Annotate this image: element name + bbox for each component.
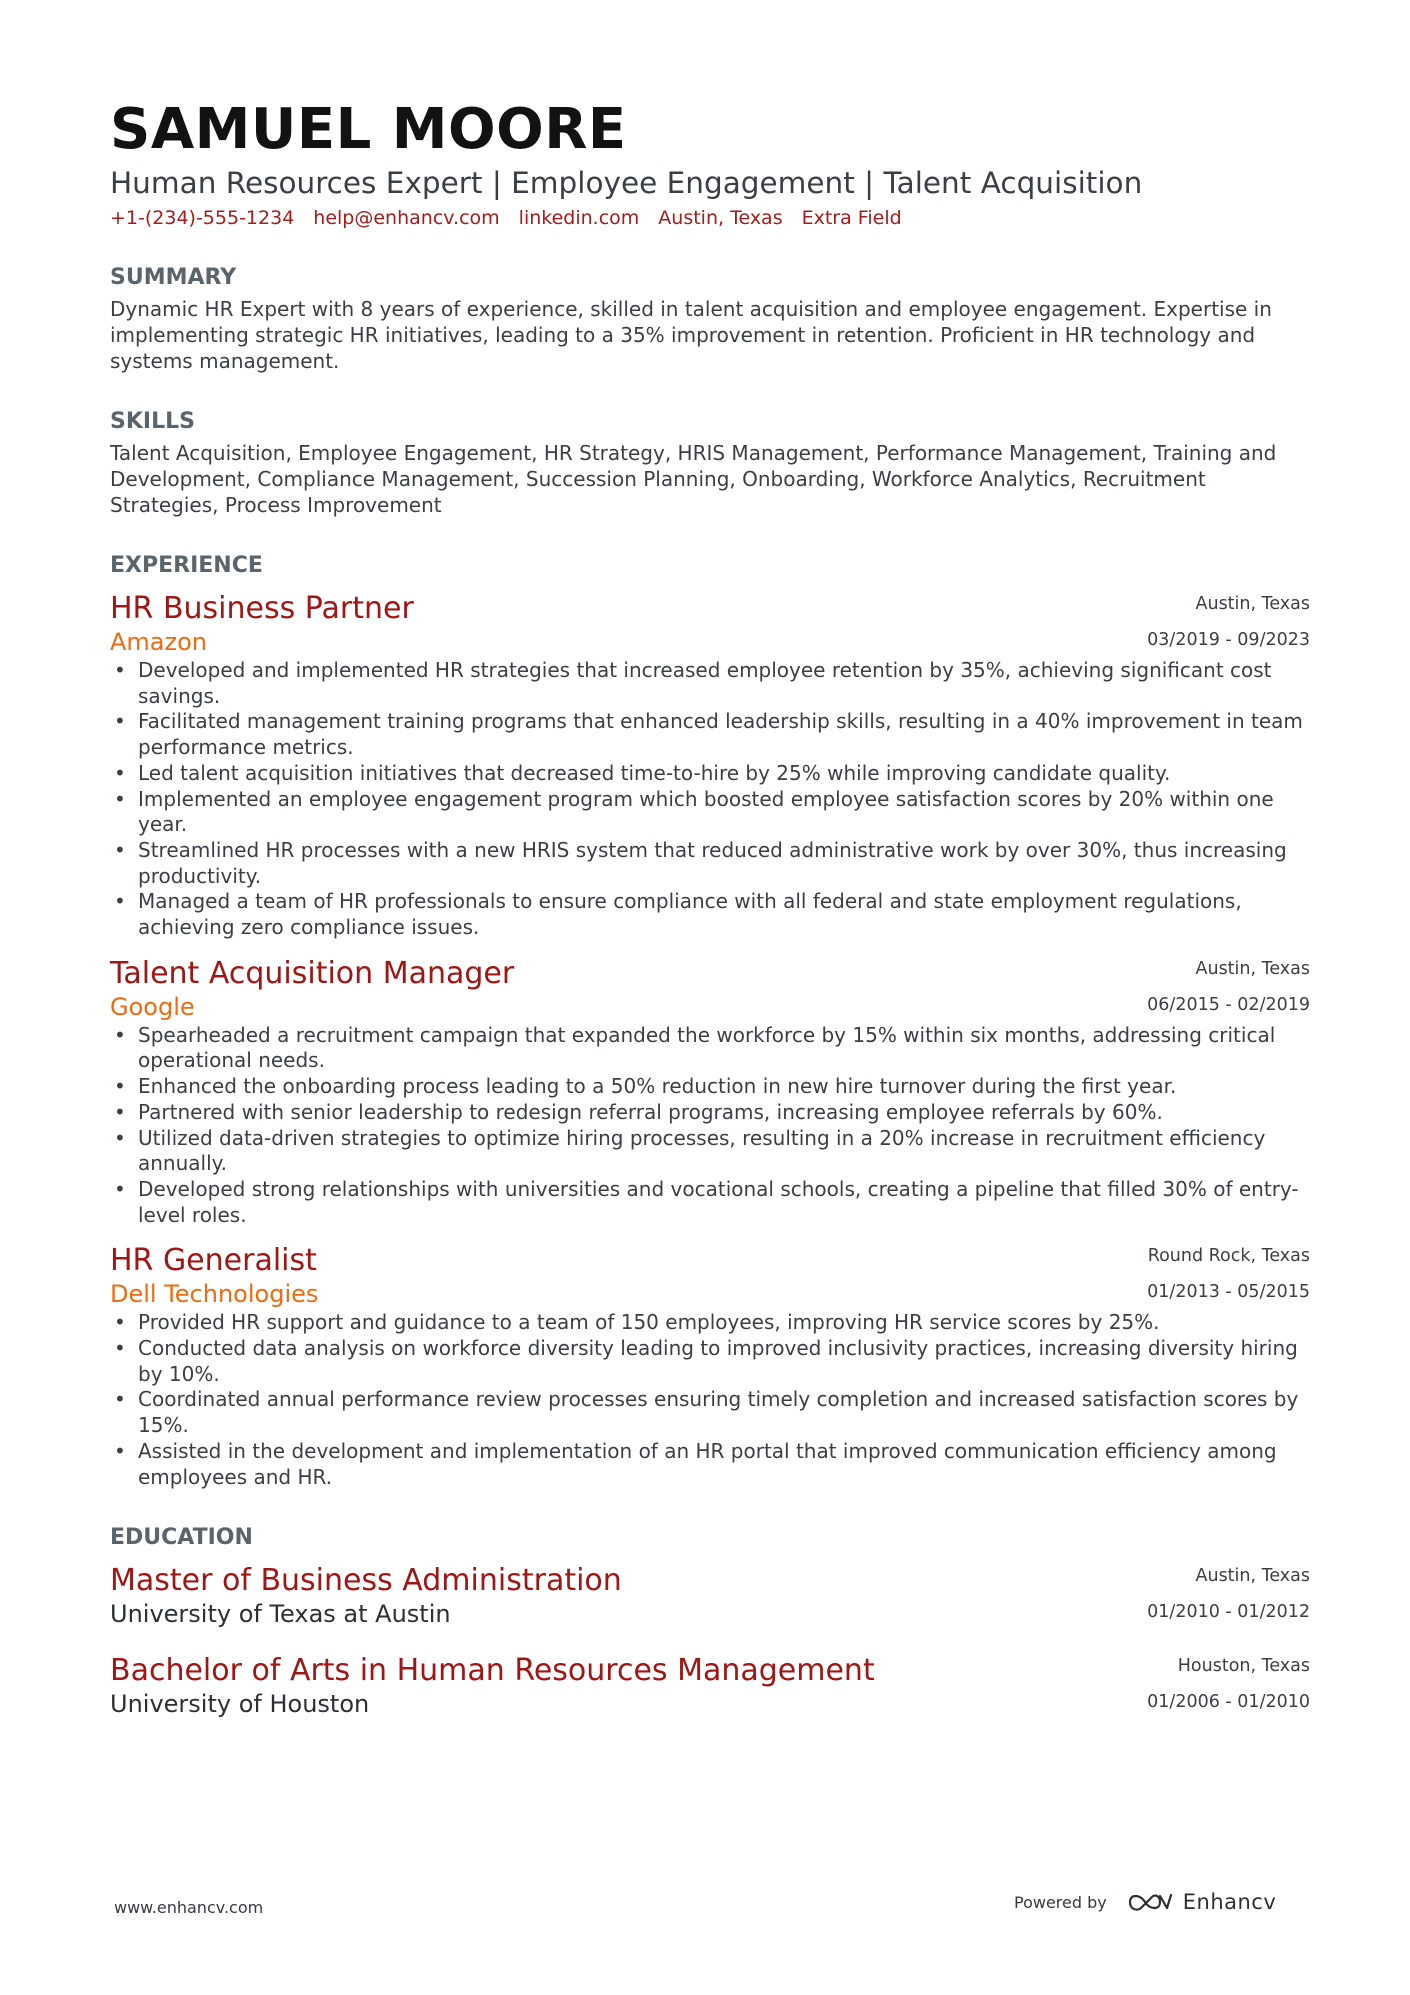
education-entry <box>110 1652 1310 1718</box>
footer-branding <box>1014 1890 1276 1914</box>
bullet-item: • Managed a team of HR professionals to ensure compliance with all federal and state employment regulations, achieving zero compliance issues. <box>138 889 1310 940</box>
powered-by-label: Powered by <box>1014 1892 1107 1912</box>
bullet-item: • Coordinated annual performance review processes ensuring timely completion and increased satisfaction scores by 15%. <box>138 1387 1310 1438</box>
bullet-item: • Partnered with senior leadership to redesign referral programs, increasing employee referrals by 60%. <box>138 1100 1310 1126</box>
bullet-item: • Assisted in the development and implementation of an HR portal that improved communication efficiency among employees and HR. <box>138 1439 1310 1490</box>
job-bullets <box>110 1310 1310 1490</box>
bullet-item: • Utilized data-driven strategies to optimize hiring processes, resulting in a 20% increase in recruitment efficiency annually. <box>138 1126 1310 1177</box>
degree-title: Master of Business Administration <box>110 1563 622 1599</box>
job-entry <box>110 955 1310 1229</box>
linkedin-link[interactable]: linkedin.com <box>518 207 640 229</box>
job-title: Talent Acquisition Manager <box>110 955 515 991</box>
bullet-item: • Enhanced the onboarding process leading to a 50% reduction in new hire turnover during the first year. <box>138 1074 1310 1100</box>
degree-title: Bachelor of Arts in Human Resources Management <box>110 1653 875 1689</box>
skills-text: Talent Acquisition, Employee Engagement, HR Strategy, HRIS Management, Performance Management, Training and Development, Compliance Management, Succession Planning, Onboarding, Workforce Analytics, Recruitment Strategies, Process Improvement <box>110 441 1277 517</box>
job-location: Austin, Texas <box>1195 594 1310 614</box>
phone-link[interactable]: +1-(234)-555-1234 <box>110 207 295 229</box>
bullet-item: • Streamlined HR processes with a new HRIS system that reduced administrative work by over 30%, thus increasing productivity. <box>138 838 1310 889</box>
section-title-skills: SKILLS <box>110 409 195 434</box>
candidate-name: SAMUEL MOORE <box>110 97 627 162</box>
bullet-item: • Conducted data analysis on workforce diversity leading to improved inclusivity practices, increasing diversity hiring by 10%. <box>138 1336 1310 1387</box>
section-title-experience: EXPERIENCE <box>110 553 263 578</box>
bullet-item: • Spearheaded a recruitment campaign that expanded the workforce by 15% within six months, addressing critical operational needs. <box>138 1023 1310 1074</box>
section-title-education: EDUCATION <box>110 1525 253 1551</box>
job-bullets <box>110 1023 1310 1229</box>
resume-page <box>110 96 1310 1718</box>
job-title: HR Business Partner <box>110 591 414 626</box>
company-name: Google <box>110 992 195 1021</box>
extra-field: Extra Field <box>801 207 902 229</box>
education-location: Houston, Texas <box>1177 1656 1310 1677</box>
job-location: Round Rock, Texas <box>1147 1246 1310 1267</box>
brand-name: Enhancv <box>1182 1890 1277 1914</box>
enhancv-brand-link[interactable] <box>1127 1890 1277 1914</box>
job-entry <box>110 1242 1310 1490</box>
education-location: Austin, Texas <box>1195 1566 1310 1587</box>
enhancv-logo-icon <box>1127 1890 1173 1914</box>
bullet-item: • Provided HR support and guidance to a team of 150 employees, improving HR service scores by 25%. <box>138 1310 1310 1336</box>
bullet-item: • Developed and implemented HR strategies that increased employee retention by 35%, achieving significant cost savings. <box>138 658 1310 709</box>
job-dates: 03/2019 - 09/2023 <box>1147 630 1310 650</box>
bullet-item: • Implemented an employee engagement program which boosted employee satisfaction scores by 20% within one year. <box>138 787 1310 838</box>
school-name: University of Houston <box>110 1690 370 1719</box>
education-dates: 01/2006 - 01/2010 <box>1147 1692 1310 1713</box>
email-link[interactable]: help@enhancv.com <box>313 207 500 229</box>
summary-section <box>110 264 1310 374</box>
company-name: Dell Technologies <box>110 1280 319 1309</box>
bullet-item: • Led talent acquisition initiatives that decreased time-to-hire by 25% while improving candidate quality. <box>138 761 1310 787</box>
job-location: Austin, Texas <box>1195 958 1310 979</box>
summary-text: Dynamic HR Expert with 8 years of experience, skilled in talent acquisition and employee engagement. Expertise in implementing strategic HR initiatives, leading to a 35% improvement in retention. Proficient in HR technology and systems management. <box>110 297 1272 373</box>
job-dates: 01/2013 - 05/2015 <box>1147 1282 1310 1303</box>
location-text: Austin, Texas <box>658 207 783 229</box>
job-dates: 06/2015 - 02/2019 <box>1147 994 1310 1015</box>
bullet-item: • Developed strong relationships with universities and vocational schools, creating a pipeline that filled 30% of entry-level roles. <box>138 1177 1310 1228</box>
education-dates: 01/2010 - 01/2012 <box>1147 1602 1310 1623</box>
section-title-summary: SUMMARY <box>110 265 237 290</box>
education-entry <box>110 1562 1310 1628</box>
experience-section <box>110 552 1310 1490</box>
education-section <box>110 1524 1310 1718</box>
job-bullets <box>110 658 1310 941</box>
job-title: HR Generalist <box>110 1243 317 1279</box>
skills-section <box>110 408 1310 518</box>
headline: Human Resources Expert | Employee Engagement | Talent Acquisition <box>110 166 1143 200</box>
company-name: Amazon <box>110 628 207 656</box>
contact-bar <box>110 206 1310 230</box>
school-name: University of Texas at Austin <box>110 1600 451 1629</box>
bullet-item: • Facilitated management training programs that enhanced leadership skills, resulting in a 40% improvement in team performance metrics. <box>138 709 1310 760</box>
footer-website-link[interactable]: www.enhancv.com <box>114 1898 264 1917</box>
job-entry <box>110 590 1310 941</box>
